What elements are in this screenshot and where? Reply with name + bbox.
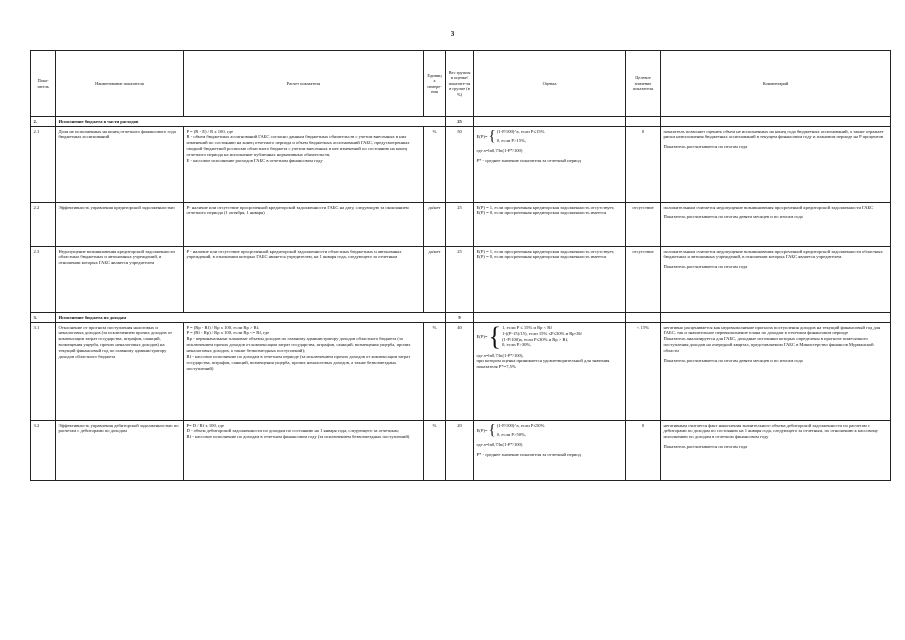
row-weight: 20: [446, 421, 474, 481]
row-comment: негативно расценивается как недовыполнение прогноза поступления доходов на текущий финансовый год для ГАБС, так и значительное перевыполнение плана по доходам в отчетном финансовом периоде Показатель анализируется для ГАБС, доходные источники которых определены в прогнозе помесячного поступления доходов на очередной квартал, представляемом ГАБС в Министерство финансов Мурманской области Показатель рассчитывается по итогам девяти месяцев и по итогам года: [661, 323, 891, 421]
row-name: Доля не исполненных на конец отчетного финансового года бюджетных ассигнований: [56, 127, 184, 203]
table-row: [31, 421, 891, 481]
row-name: Эффективность управления кредиторской задолженностью: [56, 203, 184, 247]
section-num: 3.: [31, 313, 56, 323]
row-num: 2.1: [31, 127, 56, 203]
row-target: 0: [626, 127, 661, 203]
section-title: Исполнение бюджета по доходам: [56, 313, 446, 323]
row-num: 2.3: [31, 247, 56, 313]
row-weight: 25: [446, 247, 474, 313]
row-name: Эффективность управления дебиторской задолженностью по расчетам с дебиторами по доходам: [56, 421, 184, 481]
row-unit: %: [424, 323, 446, 421]
col-header-calc: Расчет показателя: [184, 51, 424, 117]
table-header-row: [31, 51, 891, 117]
page-number: 3: [450, 30, 455, 38]
row-eval: E(P)={ 1, если P ≤ 15% и Rp < Rf 1-((P-15)/15), если 15% ≤P≤30% и Rp<Rf (1-P/100)a, если P≤30% и Rp > Rf, 0, если P>30%, где a=ln0,7/ln(1-P*/100), при котором оценка принимается удовлетворительной для значения показателя P*=7,5%: [474, 323, 626, 421]
col-header-num: Пока-затель: [31, 51, 56, 117]
table-row: [31, 247, 891, 313]
row-comment: показатель позволяет оценить объем не исполненных на конец года бюджетных ассигнований, а также отражает риски неисполнения бюджетных ассигнований в текущем финансовом году и плановом периоде на P процентов Показатель рассчитывается по итогам года: [661, 127, 891, 203]
row-eval: E(P)={ (1-P/100)^a, если P≤15% 0, если P>15%, где a=ln0,7/ln(1-P*/100) P* - среднее значение показателя за отчетный период: [474, 127, 626, 203]
table-row: [31, 127, 891, 203]
col-header-eval: Оценка: [474, 51, 626, 117]
row-unit: да/нет: [424, 247, 446, 313]
row-calc: P = (R - E) / R x 100, где R - объем бюджетных ассигнований ГАБС согласно данным бюджетных обязательств с учетом внесенных в них изменений по состоянию на конец отчетного периода и объем бюджетных ассигнований ГАБС, предусмотренных сводной бюджетной росписью областного бюджета с учетом внесенных в нее изменений по состоянию на конец отчетного периода на исполнение публичных нормативных обязательств, E - кассовое исполнение расходов ГАБС в отчетном финансовом году: [184, 127, 424, 203]
row-weight: 25: [446, 203, 474, 247]
indicators-table: [30, 50, 891, 481]
row-target: < 15%: [626, 323, 661, 421]
section-row: [31, 313, 891, 323]
section-num: 2.: [31, 117, 56, 127]
row-num: 3.1: [31, 323, 56, 421]
row-calc: P= D / Rf x 100, где D - объем дебиторской задолженности по доходам по состоянию на 1 января года, следующего за отчетным; Rf - кассовое исполнение по доходам в отчетном финансовом году (за исключением безвозмездных поступлений): [184, 421, 424, 481]
row-calc: P - наличие или отсутствие просроченной кредиторской задолженности областных бюджетных и автономных учреждений, в отношении которых ГАБС является учредителем, на 1 января года, следующего за отчетным: [184, 247, 424, 313]
row-unit: да/нет: [424, 203, 446, 247]
row-name: Отклонение от прогноза поступления налоговых и неналоговых доходов (за исключением прочих доходов от компенсации затрат государства, штрафов, санкций, возмещения ущерба, прочих неналоговых доходов) на текущий финансовый год по главному администратору доходов областного бюджета: [56, 323, 184, 421]
row-unit: %: [424, 421, 446, 481]
col-header-target: Целевое значение показателя: [626, 51, 661, 117]
col-header-unit: Единица измере-ния: [424, 51, 446, 117]
row-calc: P- наличие или отсутствие просроченной кредиторской задолженности ГАБС на дату, следующую за окончанием отчетного периода (1 октября, 1 января): [184, 203, 424, 247]
section-weight: 9: [446, 313, 474, 323]
row-eval: E(P) = 1, если просроченная кредиторская задолженность отсутствует, E(P) = 0, если просроченная кредиторская задолженность имеется: [474, 247, 626, 313]
row-weight: 40: [446, 323, 474, 421]
row-eval: E(P)={ (1-P/100)^a, если P≤50% 0, если P>50%, где a=ln0,7/ln(1-P*/100) P* - среднее значение показателя за отчетный период: [474, 421, 626, 481]
row-comment: негативным считается факт накопления значительного объема дебиторской задолженности по расчетам с дебиторами по доходам по состоянию на 1 января года, следующего за отчетным, по отношению к кассовому исполнению по доходам в отчетном финансовом году Показатель рассчитывается по итогам года: [661, 421, 891, 481]
row-weight: 50: [446, 127, 474, 203]
row-calc: P = (Rp - Rf) / Rp x 100, если Rp > Rf, P = (Rf - Rp) / Rp x 100, если Rp <= Rf, где Rp - первоначальные плановые объемы доходов по главному администратору доходов областного бюджета (за исключением прочих доходов от компенсации затрат государства, штрафов, санкций, возмещения ущерба, прочих неналоговых доходов, а также безвозмездных поступлений); Rf - кассовое исполнение по доходам в отчетном периоде (за исключением прочих доходов от компенсации затрат государства, штрафов, санкций, возмещения ущерба, прочих неналоговых доходов, а также безвозмездных поступлений): [184, 323, 424, 421]
row-target: отсутствие: [626, 203, 661, 247]
row-name: Недопущение возникновения кредиторской задолженности областных бюджетных и автономных учреждений, в отношении которых ГАБС является учредителем: [56, 247, 184, 313]
row-unit: %: [424, 127, 446, 203]
row-target: отсутствие: [626, 247, 661, 313]
table-row: [31, 323, 891, 421]
section-row: [31, 117, 891, 127]
row-num: 2.2: [31, 203, 56, 247]
row-target: 0: [626, 421, 661, 481]
row-num: 3.2: [31, 421, 56, 481]
section-title: Исполнение бюджета в части расходов: [56, 117, 446, 127]
col-header-name: Наименование показателя: [56, 51, 184, 117]
col-header-comment: Комментарий: [661, 51, 891, 117]
table-row: [31, 203, 891, 247]
row-eval: E(P) = 1, если просроченная кредиторская задолженность отсутствует, E(P) = 0, если просроченная кредиторская задолженность имеется: [474, 203, 626, 247]
row-comment: положительным считается недопущение возникновения просроченной кредиторской задолженности областных бюджетных и автономных учреждений, в отношении которых ГАБС является учредителем. Показатель рассчитывается по итогам года: [661, 247, 891, 313]
row-comment: положительным считается недопущение возникновения просроченной кредиторской задолженности ГАБС Показатель рассчитывается по итогам девяти месяцев и по итогам года: [661, 203, 891, 247]
col-header-weight: Вес группы в оценке/ показате-ля в группе (в %): [446, 51, 474, 117]
section-weight: 25: [446, 117, 474, 127]
